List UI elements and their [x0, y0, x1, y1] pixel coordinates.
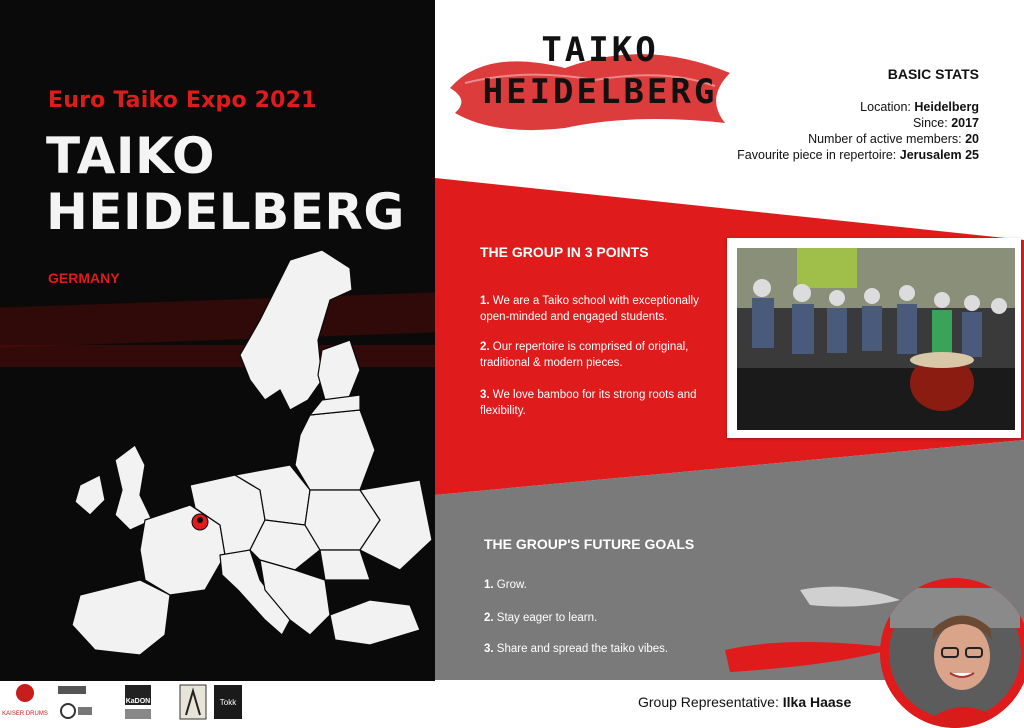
point-text: Our repertoire is comprised of original, traditional & modern pieces.	[480, 341, 689, 369]
group-title-line2: HEIDELBERG	[46, 183, 405, 241]
stat-location-label: Location:	[860, 100, 911, 114]
goal-text: Share and spread the taiko vibes.	[496, 643, 669, 655]
stat-since-value: 2017	[951, 116, 979, 130]
basic-stats-title: BASIC STATS	[887, 66, 979, 82]
goal-number: 3.	[484, 643, 494, 655]
goal-text: Grow.	[496, 579, 527, 591]
logo-text-line1: TAIKO	[541, 30, 659, 70]
point-number: 3.	[480, 389, 490, 401]
three-points-title: THE GROUP IN 3 POINTS	[480, 244, 649, 260]
event-title: Euro Taiko Expo 2021	[48, 88, 317, 113]
sponsor-text-tokk: Tokk	[219, 698, 237, 707]
sponsor-logo-figure	[180, 685, 206, 719]
goal-text: Stay eager to learn.	[496, 612, 598, 624]
stat-piece-value: Jerusalem 25	[899, 148, 979, 162]
location-marker-icon	[192, 514, 208, 530]
point-text: We are a Taiko school with exceptionally open-minded and engaged students.	[480, 295, 699, 323]
point-item	[480, 387, 720, 419]
sponsor-logos	[0, 681, 270, 724]
point-text: We love bamboo for its strong roots and flexibility.	[480, 389, 697, 417]
point-number: 1.	[480, 295, 490, 307]
logo-text-line2: HEIDELBERG	[482, 72, 718, 112]
point-number: 2.	[480, 341, 490, 353]
stat-piece-label: Favourite piece in repertoire:	[737, 148, 897, 162]
representative-avatar	[880, 578, 1024, 728]
point-item	[480, 339, 720, 371]
group-photo	[737, 248, 1015, 430]
left-panel	[0, 0, 435, 681]
goal-number: 1.	[484, 579, 494, 591]
stat-since-label: Since:	[912, 116, 948, 130]
goal-item	[484, 579, 527, 591]
stat-location-value: Heidelberg	[914, 100, 979, 114]
stat-since	[913, 116, 979, 130]
stat-members	[808, 132, 979, 146]
future-goals-title: THE GROUP'S FUTURE GOALS	[484, 536, 695, 552]
stat-members-value: 20	[965, 132, 979, 146]
sponsor-text-kadon: KaDON	[125, 698, 151, 705]
goal-number: 2.	[484, 612, 494, 624]
representative-label: Group Representative:	[638, 694, 779, 710]
representative-name: Ilka Haase	[782, 694, 852, 710]
sponsor-logo-kaiser-drums	[16, 684, 34, 702]
goal-item	[484, 643, 668, 655]
stat-members-label: Number of active members:	[808, 132, 962, 146]
stat-location	[860, 100, 979, 114]
avatar-photo	[880, 578, 1024, 728]
representative-line	[638, 694, 851, 710]
sponsor-text-kaiser: KAISER DRUMS	[2, 711, 48, 717]
europe-map-icon	[60, 250, 435, 670]
country-label: GERMANY	[48, 270, 120, 286]
group-title-line1: TAIKO	[46, 127, 216, 185]
point-item	[480, 293, 720, 325]
goal-item	[484, 612, 597, 624]
